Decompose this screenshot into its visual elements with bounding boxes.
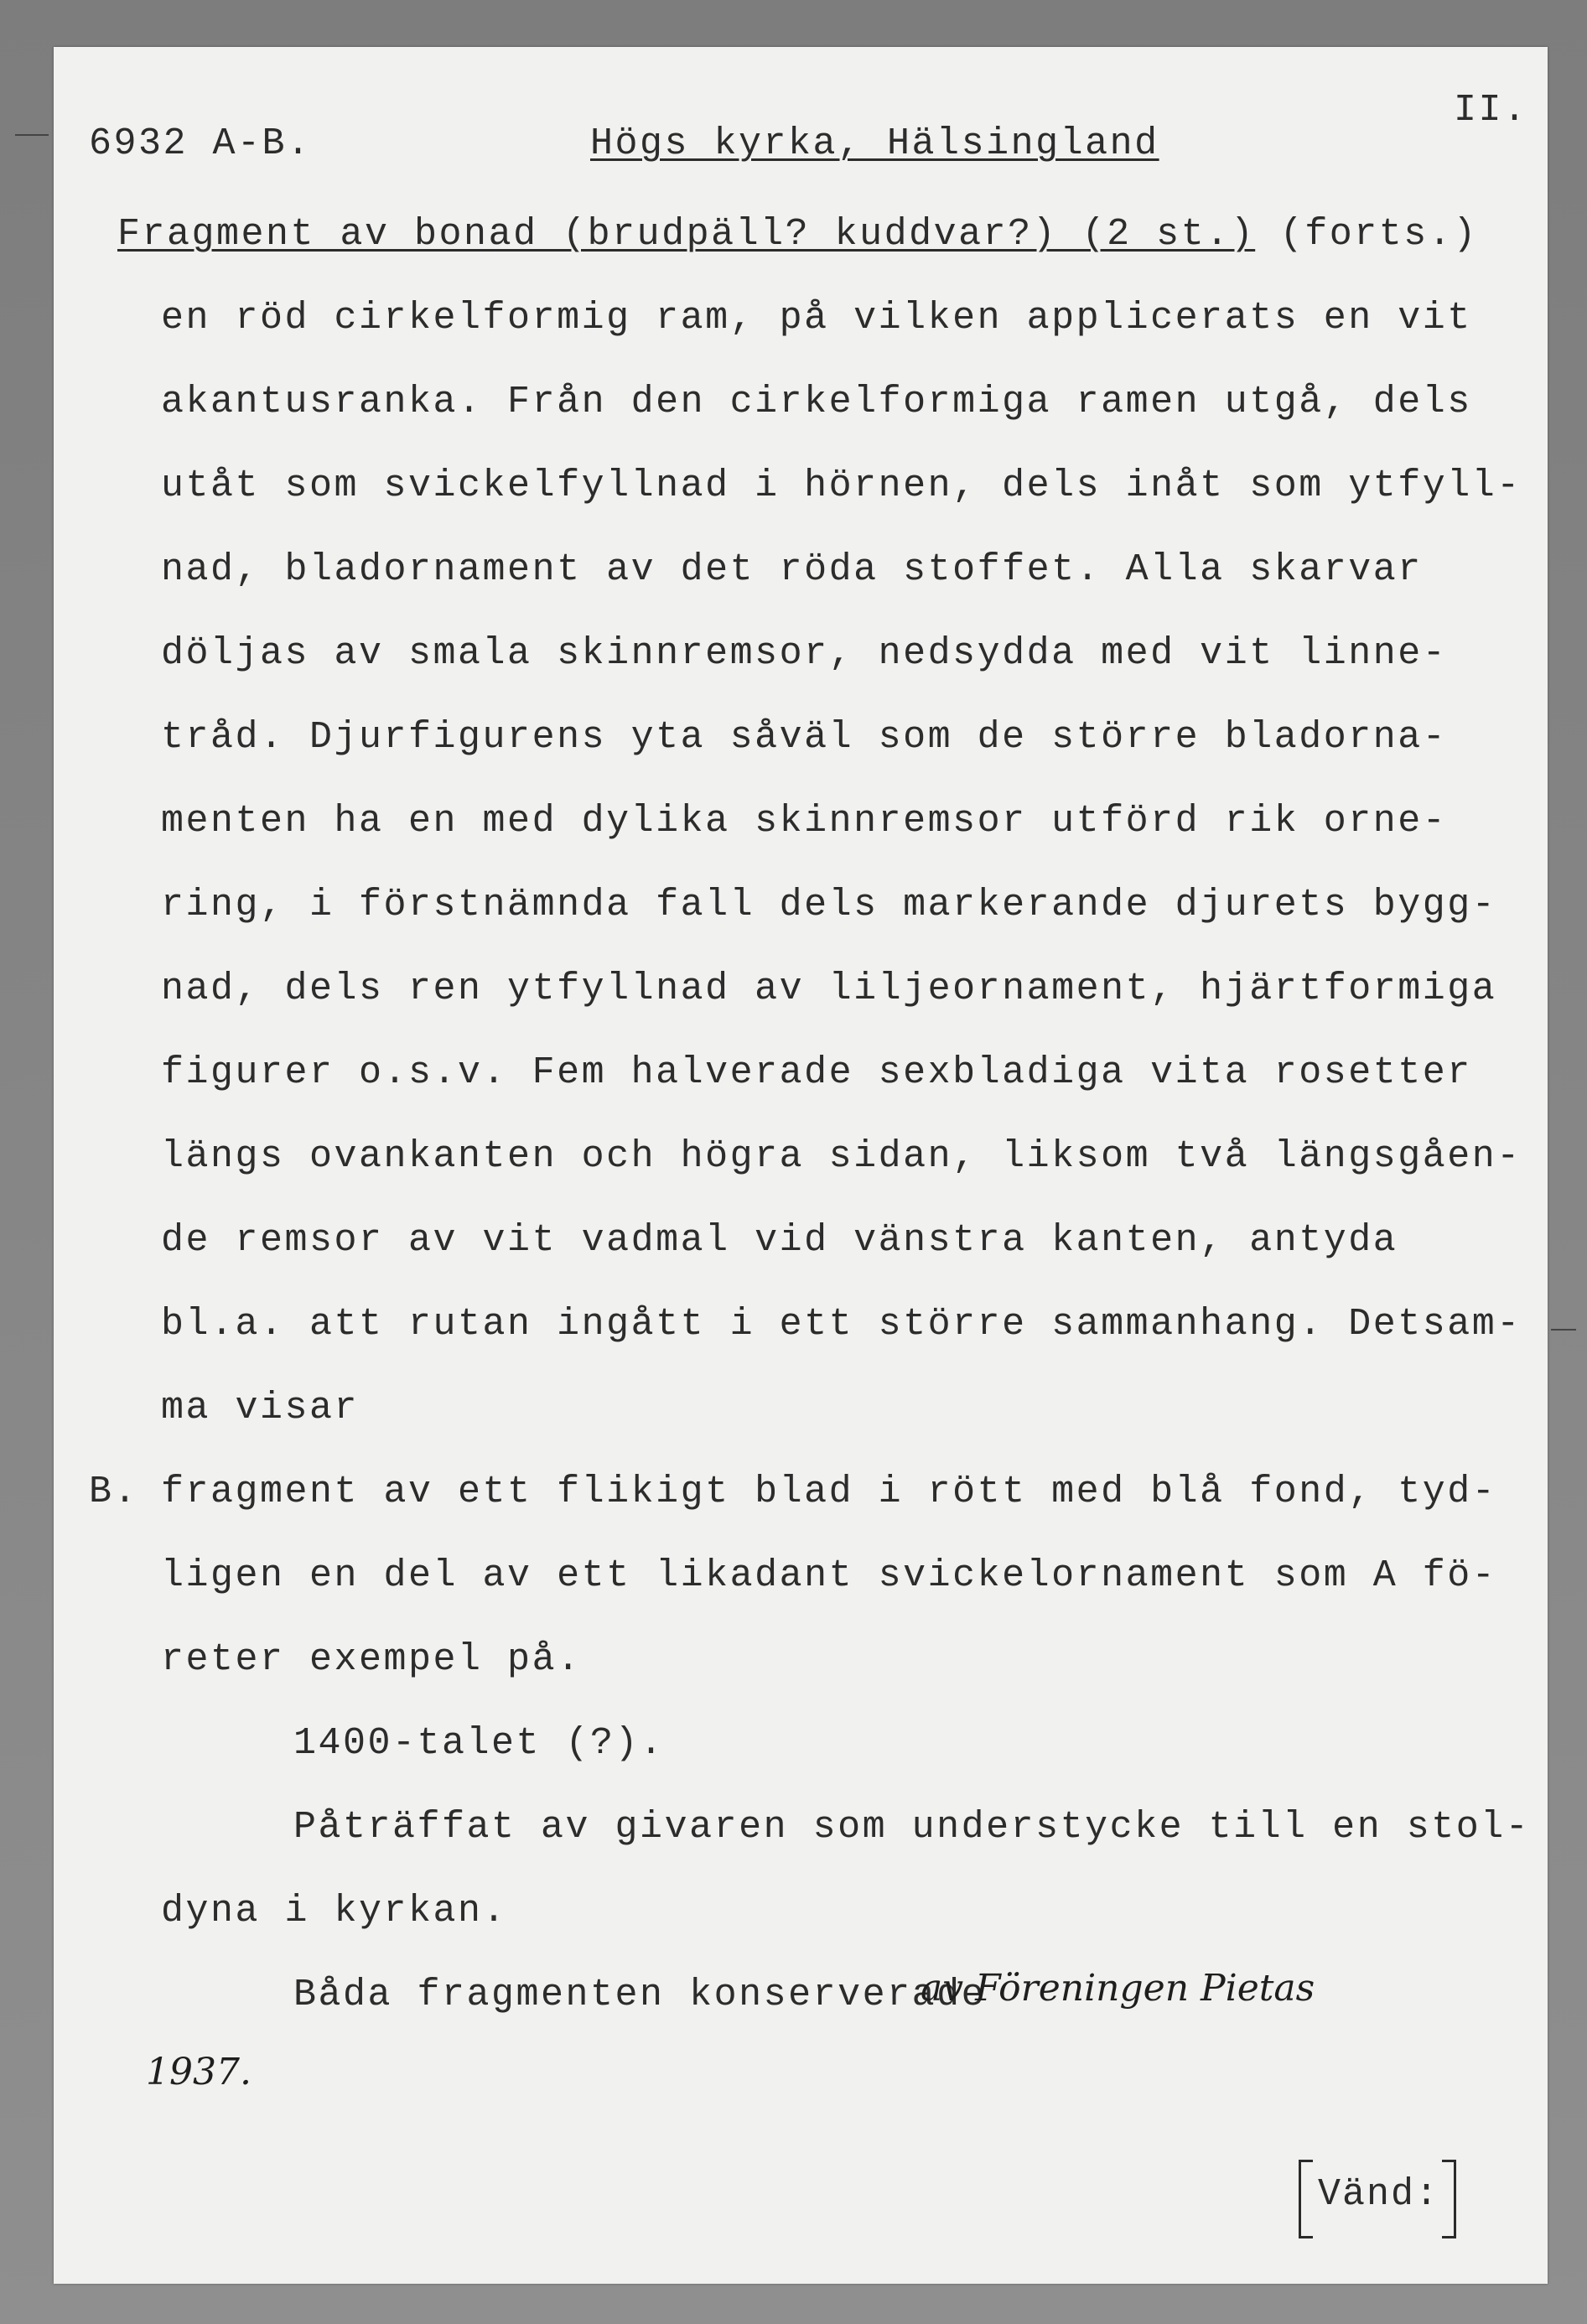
section-b-line: ligen en del av ett likadant svickelornament som A fö-	[161, 1554, 1497, 1597]
edge-tick-mark	[1551, 1329, 1576, 1331]
title-continuation: (forts.)	[1255, 213, 1478, 256]
body-line: nad, dels ren ytfyllnad av liljeornament, hjärtformiga	[161, 967, 1497, 1010]
place-heading: Högs kyrka, Hälsingland	[590, 122, 1159, 165]
section-b-marker: B.	[89, 1471, 139, 1513]
bracket-right-mark	[1442, 2160, 1456, 2238]
section-b-line: reter exempel på.	[161, 1638, 582, 1681]
conserved-handwritten: av Föreningen Pietas	[909, 1967, 1315, 2010]
turn-over-note: Vänd:	[1318, 2173, 1440, 2216]
body-line: en röd cirkelformig ram, på vilken applicerats en vit	[161, 297, 1472, 340]
body-line: längs ovankanten och högra sidan, liksom två längsgåen-	[161, 1135, 1522, 1178]
section-b-line: fragment av ett flikigt blad i rött med blå fond, tyd-	[161, 1471, 1497, 1513]
page-number: II.	[1454, 89, 1528, 132]
bracket-left-mark	[1299, 2160, 1313, 2238]
found-line: Påträffat av givaren som understycke till en stol-	[293, 1806, 1531, 1849]
body-line: akantusranka. Från den cirkelformiga ramen utgå, dels	[161, 381, 1472, 423]
body-line: bl.a. att rutan ingått i ett större sammanhang. Detsam-	[161, 1303, 1522, 1346]
body-line: döljas av smala skinnremsor, nedsydda med vit linne-	[161, 632, 1448, 675]
edge-tick-mark	[15, 134, 49, 136]
body-line: ring, i förstnämnda fall dels markerande djurets bygg-	[161, 884, 1497, 926]
body-line: nad, bladornament av det röda stoffet. Alla skarvar	[161, 548, 1423, 591]
year-handwritten: 1937.	[146, 2051, 252, 2093]
body-line: de remsor av vit vadmal vid vänstra kanten, antyda	[161, 1219, 1398, 1262]
archive-card	[54, 47, 1548, 2284]
conserved-typed: Båda fragmenten konserverade	[293, 1974, 987, 2016]
body-line: tråd. Djurfigurens yta såväl som de större bladorna-	[161, 716, 1448, 759]
catalog-number: 6932 A-B.	[89, 122, 312, 165]
title-line	[117, 211, 1478, 258]
body-line: figurer o.s.v. Fem halverade sexbladiga vita rosetter	[161, 1051, 1472, 1094]
body-line: utåt som svickelfyllnad i hörnen, dels inåt som ytfyll-	[161, 464, 1522, 507]
object-title: Fragment av bonad (brudpäll? kuddvar?) (2 st.)	[117, 213, 1256, 256]
body-line: menten ha en med dylika skinnremsor utförd rik orne-	[161, 800, 1448, 843]
dating-line: 1400-talet (?).	[293, 1722, 665, 1765]
found-line: dyna i kyrkan.	[161, 1890, 508, 1932]
body-line: ma visar	[161, 1387, 360, 1429]
